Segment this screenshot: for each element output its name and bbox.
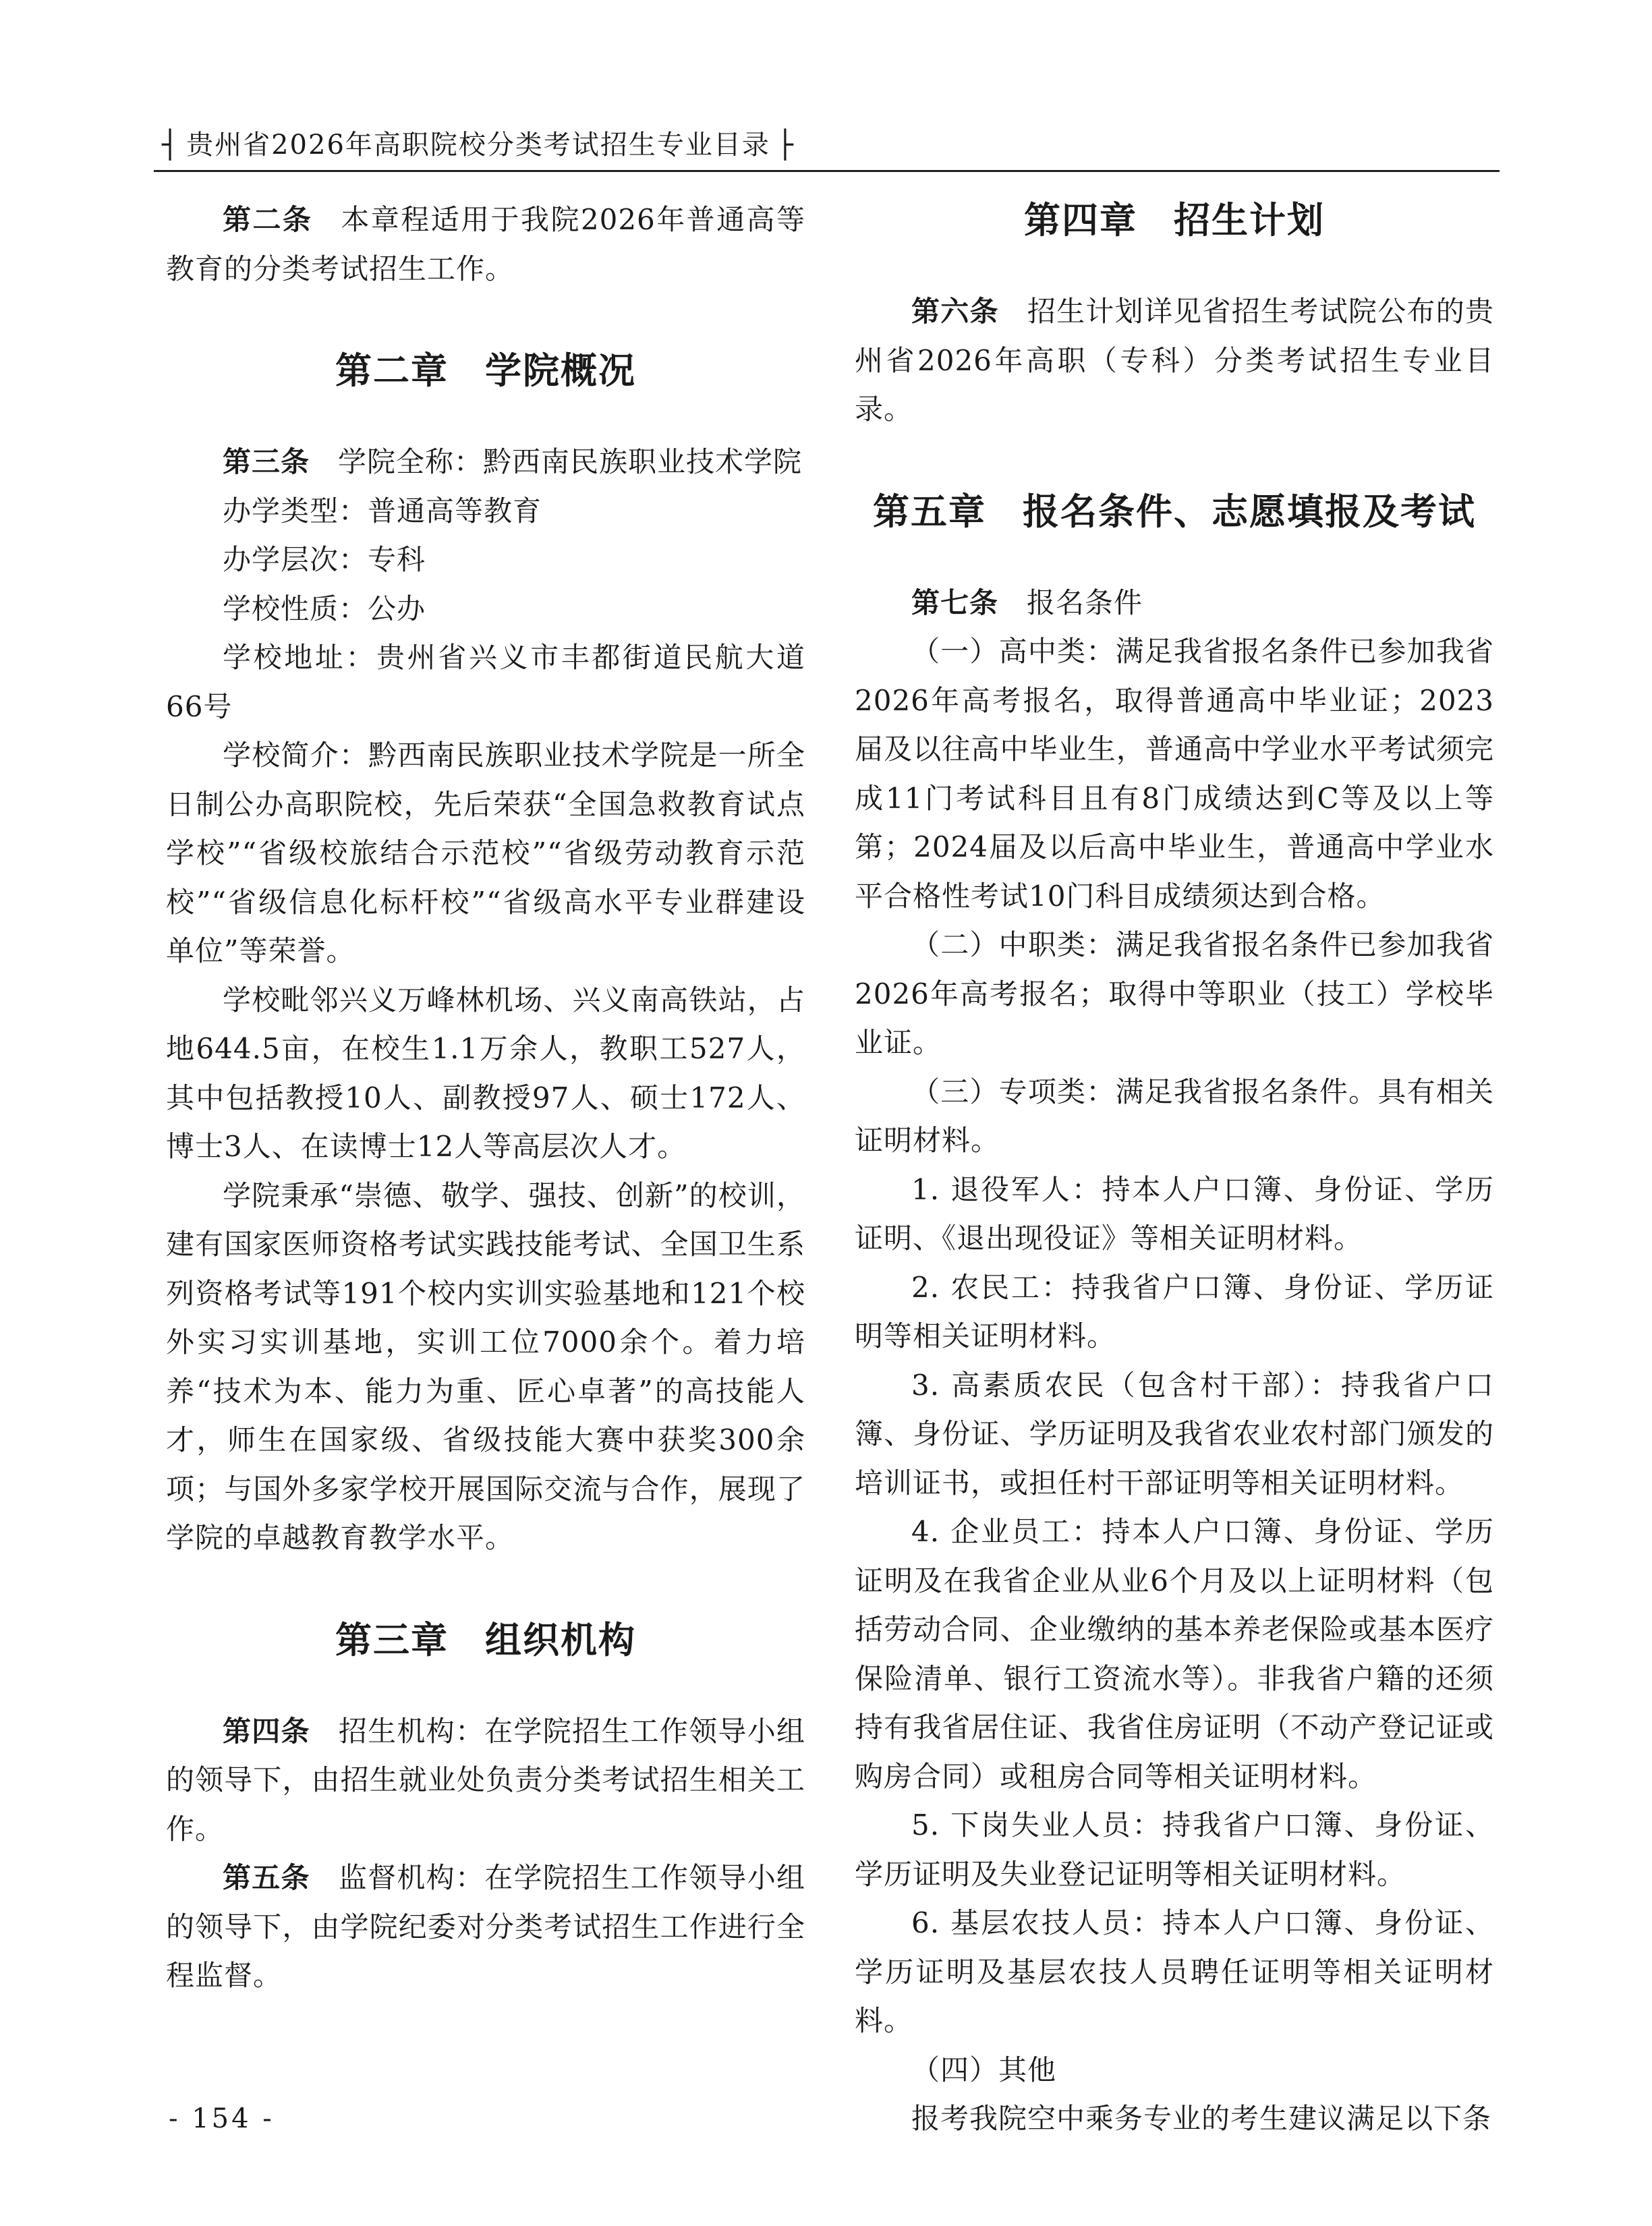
article-label: 第四条 (223, 1714, 310, 1748)
article-label: 第二条 (223, 203, 313, 236)
right-column (855, 196, 1494, 2144)
article-label: 第三条 (223, 445, 310, 478)
school-address: 学校地址：贵州省兴义市丰都街道民航大道66号 (166, 641, 805, 723)
condition-high-school: （一）高中类：满足我省报名条件已参加我省2026年高考报名，取得普通高中毕业证；2023届及以往高中毕业生，普通高中学业水平考试须完成11门考试科目且有8门成绩达到C等及以上等第；2024届及以后高中毕业生，普通高中学业水平合格性考试10门科目成绩须达到合格。 (855, 635, 1494, 913)
special-employees: 4. 企业员工：持本人户口簿、身份证、学历证明及在我省企业从业6个月及以上证明材料（包括劳动合同、企业缴纳的基本养老保险或基本医疗保险清单、银行工资流水等）。非我省户籍的还须持有我省居住证、我省住房证明（不动产登记证或购房合同）或租房合同等相关证明材料。 (855, 1515, 1494, 1793)
school-type: 办学类型：普通高等教育 (223, 494, 542, 527)
header-rule (154, 170, 1500, 172)
article-5: 第五条 监督机构：在学院招生工作领导小组的领导下，由学院纪委对分类考试招生工作进行全程监督。 (166, 1861, 805, 1992)
article-label: 第五条 (223, 1861, 310, 1894)
school-motto-para: 学院秉承“崇德、敬学、强技、创新”的校训，建有国家医师资格考试实践技能考试、全国卫生系列资格考试等191个校内实训实验基地和121个校外实习实训基地，实训工位7000余个。着力培养“技术为本、能力为重、匠心卓著”的高技能人才，师生在国家级、省级技能大赛中获奖300余项；与国外多家学校开展国际交流与合作，展现了学院的卓越教育教学水平。 (166, 1178, 805, 1554)
special-unemployed: 5. 下岗失业人员：持我省户口簿、身份证、学历证明及失业登记证明等相关证明材料。 (855, 1808, 1494, 1891)
school-location-para: 学校毗邻兴义万峰林机场、兴义南高铁站，占地644.5亩，在校生1.1万余人，教职工527人，其中包括教授10人、副教授97人、硕士172人、博士3人、在读博士12人等高层次人才。 (166, 983, 805, 1163)
article-label: 第六条 (911, 295, 999, 328)
chapter-4-heading: 第四章 招生计划 (1024, 199, 1325, 241)
condition-other: （四）其他 (911, 2053, 1057, 2086)
chapter-2-heading: 第二章 学院概况 (335, 349, 636, 392)
article-3: 第三条 学院全称：黔西南民族职业技术学院 (223, 445, 803, 478)
special-migrant-workers: 2. 农民工：持我省户口簿、身份证、学历证明等相关证明材料。 (855, 1270, 1494, 1352)
other-continued: 报考我院空中乘务专业的考生建议满足以下条 (911, 2102, 1492, 2135)
special-farmers: 3. 高素质农民（包含村干部）：持我省户口簿、身份证、学历证明及我省农业农村部门颁发的培训证书，或担任村干部证明等相关证明材料。 (855, 1368, 1494, 1500)
running-header (155, 121, 1498, 169)
special-agri-technicians: 6. 基层农技人员：持本人户口簿、身份证、学历证明及基层农技人员聘任证明等相关证明材料。 (855, 1906, 1494, 2037)
page-number: - 154 - (169, 2103, 275, 2134)
chapter-3-heading: 第三章 组织机构 (335, 1618, 636, 1661)
header-title: 贵州省2026年高职院校分类考试招生专业目录 (186, 130, 770, 161)
school-intro: 学校简介：黔西南民族职业技术学院是一所全日制公办高职院校，先后荣获“全国急救教育试点学校”“省级校旅结合示范校”“省级劳动教育示范校”“省级信息化标杆校”“省级高水平专业群建设单位”等荣誉。 (166, 739, 805, 967)
article-label: 第七条 (911, 586, 999, 619)
article-6: 第六条 招生计划详见省招生考试院公布的贵州省2026年高职（专科）分类考试招生专业目录。 (855, 295, 1494, 426)
condition-special: （三）专项类：满足我省报名条件。具有相关证明材料。 (855, 1075, 1494, 1157)
condition-vocational: （二）中职类：满足我省报名条件已参加我省2026年高考报名；取得中等职业（技工）学校毕业证。 (855, 928, 1494, 1059)
special-veterans: 1. 退役军人：持本人户口簿、身份证、学历证明、《退出现役证》等相关证明材料。 (855, 1172, 1494, 1255)
header-right-mark: ├ (776, 130, 795, 161)
school-level: 办学层次：专科 (223, 543, 426, 576)
header-left-mark: ┤ (162, 130, 180, 161)
left-column (166, 196, 805, 2001)
chapter-5-heading: 第五章 报名条件、志愿填报及考试 (873, 490, 1476, 533)
article-7: 第七条 报名条件 (911, 586, 1143, 619)
school-nature: 学校性质：公办 (223, 592, 426, 625)
article-2: 第二条 本章程适用于我院2026年普通高等教育的分类考试招生工作。 (166, 203, 805, 285)
article-4: 第四条 招生机构：在学院招生工作领导小组的领导下，由招生就业处负责分类考试招生相关工作。 (166, 1714, 805, 1846)
